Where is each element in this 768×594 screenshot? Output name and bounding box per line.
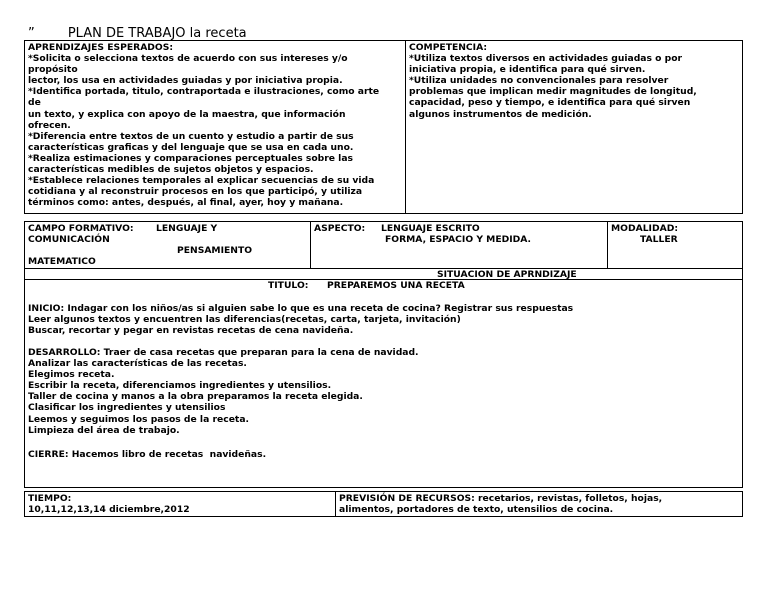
recursos-line1: PREVISIÓN DE RECURSOS: recetarios, revistas, folletos, hojas, xyxy=(339,493,663,504)
inicio-block xyxy=(28,303,573,336)
campo-label: CAMPO FORMATIVO: xyxy=(28,223,134,234)
competencia-line: capacidad, peso y tiempo, e identifica para qué sirven xyxy=(409,97,691,109)
desarrollo-line: Elegimos receta. xyxy=(28,369,115,381)
aspecto-label: ASPECTO: xyxy=(314,223,366,234)
tiempo-divider xyxy=(335,491,336,517)
aprendizaje-line: términos como: antes, después, al final, ayer, hoy y mañana. xyxy=(28,197,344,209)
aprendizaje-line: ofrecen. xyxy=(28,119,71,131)
campo-divider xyxy=(310,221,311,268)
inicio-line: Buscar, recortar y pegar en revistas recetas de cena navideña. xyxy=(28,325,354,337)
competencia-line: problemas que implican medir magnitudes de longitud, xyxy=(409,86,697,98)
desarrollo-line: Taller de cocina y manos a la obra preparamos la receta elegida. xyxy=(28,391,363,403)
aprendizajes-header: APRENDIZAJES ESPERADOS: xyxy=(28,42,174,53)
competencia-line: algunos instrumentos de medición. xyxy=(409,108,592,120)
competencia-header: COMPETENCIA: xyxy=(409,42,488,53)
title-mark: ” xyxy=(28,26,35,41)
aprendizaje-line: propósito xyxy=(28,64,78,76)
campo-value-matematico: MATEMATICO xyxy=(28,256,96,267)
competencia-cell xyxy=(409,42,697,120)
aprendizaje-line: características graficas y del lenguaje que se usa en cada uno. xyxy=(28,141,354,153)
competencia-line: iniciativa propia, e identifica para qué sirven. xyxy=(409,64,646,76)
modalidad-value: TALLER xyxy=(640,234,678,245)
inicio-line: Leer algunos textos y encuentren las diferencias(recetas, carta, tarjeta, invitación) xyxy=(28,314,461,326)
cierre-text: CIERRE: Hacemos libro de recetas navideñas. xyxy=(28,449,267,460)
inicio-line: INICIO: Indagar con los niños/as si alguien sabe lo que es una receta de cocina? Registrar sus respuestas xyxy=(28,303,574,314)
aprendizaje-line: características medibles de sujetos objetos y espacios. xyxy=(28,164,314,176)
campo-value-pensamiento: PENSAMIENTO xyxy=(177,245,253,256)
desarrollo-line: DESARROLLO: Traer de casa recetas que preparan para la cena de navidad. xyxy=(28,347,419,358)
page-title xyxy=(28,26,247,41)
aprendizaje-line: de xyxy=(28,97,41,109)
aprendizaje-line: *Establece relaciones temporales al explicar secuencias de su vida xyxy=(28,175,375,187)
document-title: PLAN DE TRABAJO la receta xyxy=(67,26,247,41)
modalidad-label: MODALIDAD: xyxy=(611,223,678,234)
campo-value-lenguaje: LENGUAJE Y xyxy=(156,223,218,234)
campo-value-comunicacion: COMUNICACIÓN xyxy=(28,234,110,245)
competencia-line: *Utiliza textos diversos en actividades guiadas o por xyxy=(409,53,683,65)
titulo-label: TITULO: xyxy=(268,280,309,291)
desarrollo-block xyxy=(28,347,419,436)
aprendizaje-line: cotidiana y al reconstruir procesos en los que participó, y utiliza xyxy=(28,186,363,198)
aprendizajes-divider xyxy=(405,40,406,214)
aprendizaje-line: *Identifica portada, titulo, contraportada e ilustraciones, como arte xyxy=(28,86,380,98)
desarrollo-line: Clasificar los ingredientes y utensilios xyxy=(28,402,226,414)
aprendizaje-line: *Solicita o selecciona textos de acuerdo con sus intereses y/o xyxy=(28,53,348,65)
desarrollo-line: Leemos y seguimos los pasos de la receta. xyxy=(28,413,250,425)
aspecto-value-forma: FORMA, ESPACIO Y MEDIDA. xyxy=(385,234,532,245)
aspecto-value-lenguaje: LENGUAJE ESCRITO xyxy=(381,223,480,234)
desarrollo-line: Limpieza del área de trabajo. xyxy=(28,424,180,436)
titulo-value: PREPAREMOS UNA RECETA xyxy=(327,280,465,291)
aprendizajes-cell xyxy=(28,42,379,208)
tiempo-label: TIEMPO: xyxy=(28,493,72,504)
desarrollo-line: Escribir la receta, diferenciamos ingredientes y utensilios. xyxy=(28,380,332,392)
aprendizaje-line: un texto, y explica con apoyo de la maestra, que información xyxy=(28,108,346,120)
desarrollo-line: Analizar las características de las recetas. xyxy=(28,358,247,370)
aprendizaje-line: *Realiza estimaciones y comparaciones perceptuales sobre las xyxy=(28,152,353,164)
aprendizaje-line: lector, los usa en actividades guiadas y por iniciativa propia. xyxy=(28,75,343,87)
situacion-header: SITUACION DE APRNDIZAJE xyxy=(437,269,577,280)
aprendizaje-line: *Diferencia entre textos de un cuento y estudio a partir de sus xyxy=(28,130,354,142)
modalidad-divider xyxy=(607,221,608,268)
recursos-line2: alimentos, portadores de texto, utensilios de cocina. xyxy=(339,504,614,515)
tiempo-value: 10,11,12,13,14 diciembre,2012 xyxy=(28,504,190,515)
competencia-line: *Utiliza unidades no convencionales para resolver xyxy=(409,75,669,87)
campo-row-bottom xyxy=(24,268,743,269)
